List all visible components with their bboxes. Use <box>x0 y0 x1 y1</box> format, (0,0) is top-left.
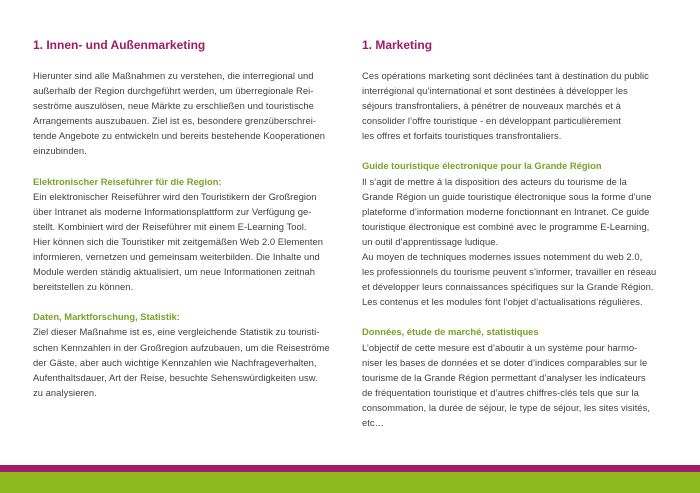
text-line: interrégional qu’international et sont destinées à développer les <box>362 85 628 97</box>
text-line: Aufenthaltsdauer, Art der Reise, besuchte Sehenswürdigkeiten usw. <box>33 371 318 383</box>
text-line: L’objectif de cette mesure est d’aboutir à un système pour harmo- <box>362 341 638 353</box>
text-line: tourisme de la Grande Région permettant d’analyser les indicateurs <box>362 371 646 383</box>
german-column <box>33 37 335 400</box>
text-line: Les contenus et les modules font l’objet d’actualisations régulières. <box>362 296 643 308</box>
footer-green-band <box>0 472 700 493</box>
text-line: informieren, vernetzen und gemeinsam weiterbilden. Die Inhalte und <box>33 251 320 263</box>
french-section2-title: Données, étude de marché, statistiques <box>362 326 539 338</box>
text-line: zu analysieren. <box>33 386 97 398</box>
french-column <box>362 37 674 430</box>
german-section1-text <box>33 189 335 295</box>
text-line: seströme auszulösen, neue Märkte zu erschließen und touristische <box>33 100 314 112</box>
french-section1-text <box>362 174 674 310</box>
text-line: séjours transfrontaliers, à pénétrer de nouveaux marchés et à <box>362 100 621 112</box>
text-line: les offres et forfaits touristiques transfrontaliers. <box>362 130 562 142</box>
text-line: Module werden ständig aktualisiert, um neue Informationen zeitnah <box>33 266 316 278</box>
french-heading: 1. Marketing <box>362 38 433 52</box>
text-line: les professionnels du tourisme peuvent s’informer, travailler en réseau <box>362 266 657 278</box>
text-line: schen Kennzahlen in der Großregion aufzubauen, um die Reiseströme <box>33 341 330 353</box>
french-intro <box>362 68 674 143</box>
text-line: touristique électronique est combiné avec le programme E-Learning, <box>362 220 650 232</box>
text-line: plateforme d’information moderne fonctionnant en Intranet. Ce guide <box>362 205 650 217</box>
text-line: einzubinden. <box>33 145 87 157</box>
text-line: etc… <box>362 416 385 428</box>
text-line: Ces opérations marketing sont déclinées tant à destination du public <box>362 70 649 81</box>
text-line: Ziel dieser Maßnahme ist es, eine vergleichende Statistik zu touristi- <box>33 326 320 338</box>
german-section1-title: Elektronischer Reiseführer für die Region: <box>33 175 222 187</box>
text-line: Hierunter sind alle Maßnahmen zu verstehen, die interregional und <box>33 70 314 81</box>
french-section2-text <box>362 340 674 431</box>
german-section2-text <box>33 324 335 399</box>
text-line: außerhalb der Region durchgeführt werden, um überregionale Rei- <box>33 85 314 97</box>
text-line: un outil d’apprentissage ludique. <box>362 235 499 247</box>
text-line: consolider l’offre touristique - en développant particulièrement <box>362 115 621 127</box>
text-line: der Gäste, aber auch wichtige Kennzahlen wie Nachfrageverhalten, <box>33 356 317 368</box>
text-line: et développer leurs connaissances spécifiques sur la Grande Région. <box>362 281 654 293</box>
text-line: Il s’agit de mettre à la disposition des acteurs du tourisme de la <box>362 175 627 187</box>
french-section1-title: Guide touristique électronique pour la Grande Région <box>362 160 602 172</box>
text-line: Au moyen de techniques modernes issues notemment du web 2.0, <box>362 251 643 263</box>
text-line: tende Angebote zu entwickeln und bereits bestehende Kooperationen <box>33 130 326 142</box>
german-heading: 1. Innen- und Außenmarketing <box>33 38 206 52</box>
text-line: niser les bases de données et se doter d’indices comparables sur le <box>362 356 648 368</box>
text-line: Ein elektronischer Reiseführer wird den Touristikern der Großregion <box>33 190 317 202</box>
text-line: Hier können sich die Touristiker mit zeitgemäßen Web 2.0 Elementen <box>33 235 324 247</box>
footer-purple-stripe <box>0 465 700 472</box>
german-section2-title: Daten, Marktforschung, Statistik: <box>33 311 180 323</box>
text-line: Grande Région un guide touristique électronique sous la forme d’une <box>362 190 652 202</box>
text-line: stellt. Kombiniert wird der Reiseführer mit einem E-Learning Tool. <box>33 220 307 232</box>
text-line: Arrangements auszubauen. Ziel ist es, besondere grenzüberschrei- <box>33 115 317 127</box>
text-line: über Intranet als moderne Informationsplattform zur Verfügung ge- <box>33 205 312 217</box>
text-line: de fréquentation touristique et d’autres chiffres-clés tels que sur la <box>362 386 639 398</box>
text-line: bereitstellen zu können. <box>33 281 134 293</box>
text-line: consommation, la durée de séjour, le type de séjour, les sites visités, <box>362 401 651 413</box>
german-intro <box>33 68 335 159</box>
